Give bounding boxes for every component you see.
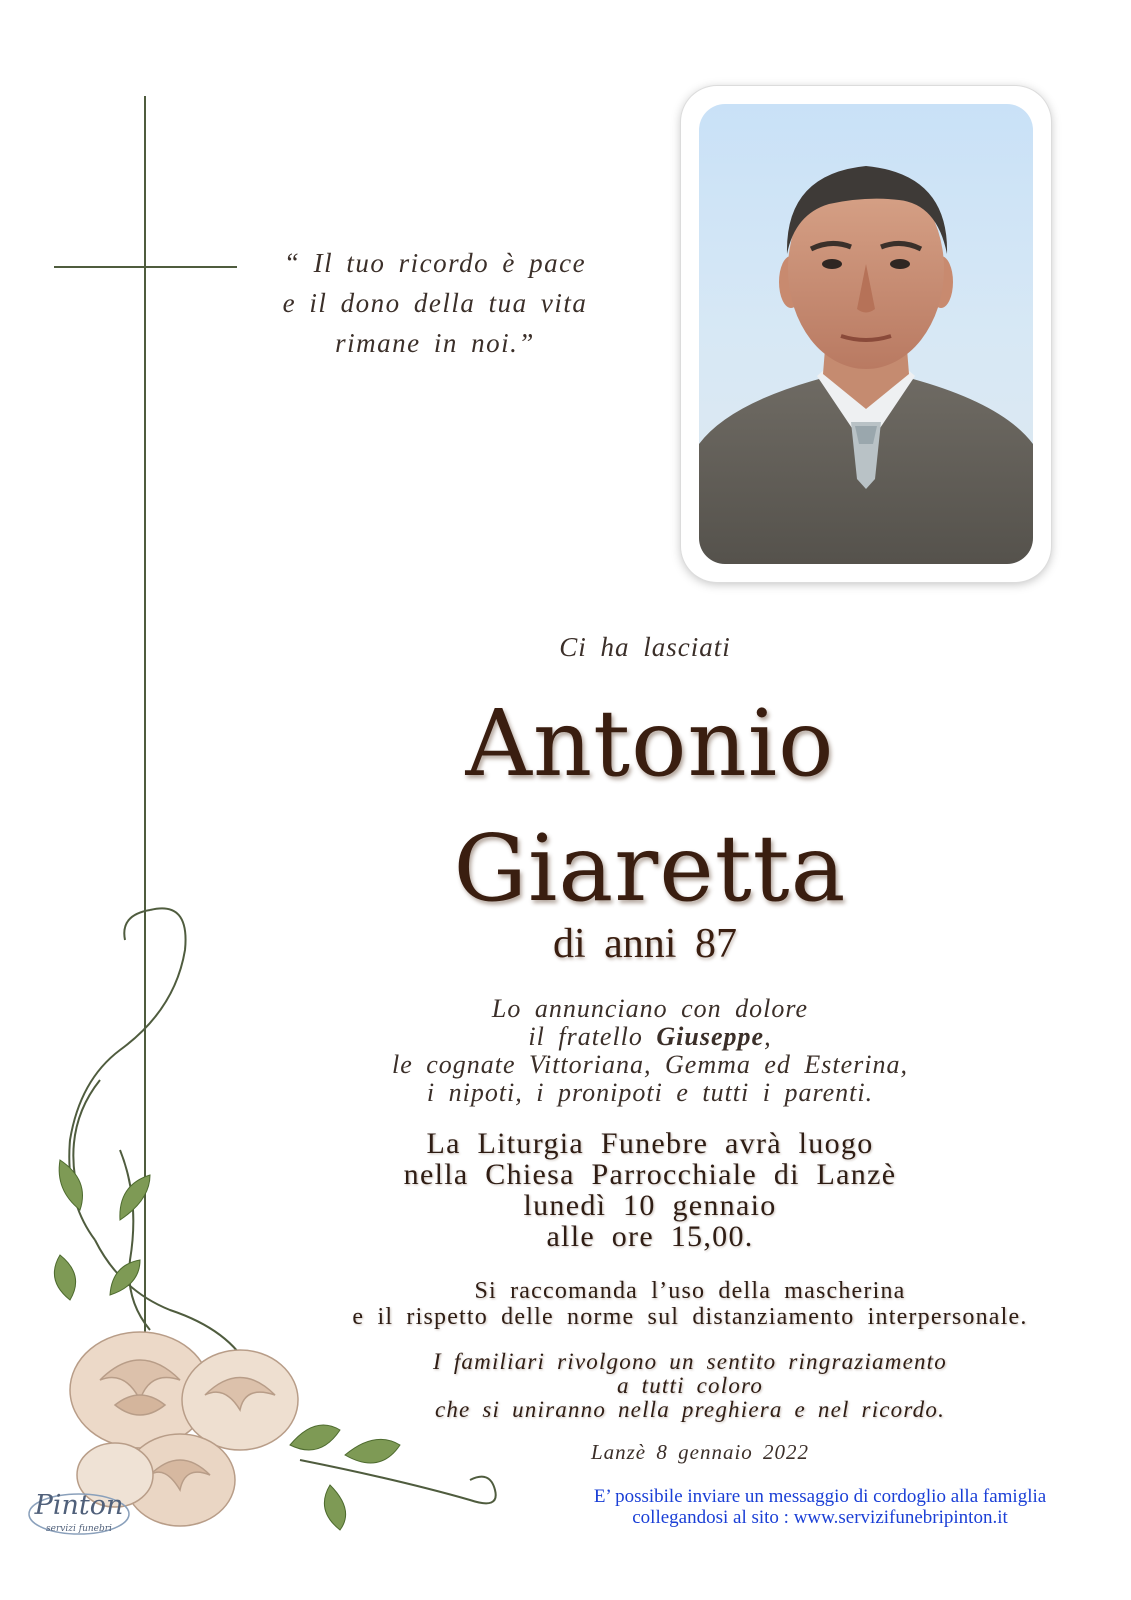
- thanks-line-1: I familiari rivolgono un sentito ringraziamento: [433, 1349, 947, 1374]
- announcement-line-2-suffix: ,: [764, 1022, 772, 1051]
- logo-name: Pinton: [34, 1490, 124, 1521]
- portrait-frame: [681, 86, 1051, 582]
- deceased-first-name: Antonio: [465, 690, 835, 797]
- memorial-quote: [270, 243, 600, 363]
- quote-line-2: e il dono della tua vita: [282, 288, 588, 318]
- online-condolences: [540, 1486, 1100, 1528]
- portrait-photo: [699, 104, 1033, 564]
- intro-text: Ci ha lasciati: [559, 632, 731, 662]
- brother-name: Giuseppe: [656, 1022, 765, 1051]
- portrait-illustration-icon: [699, 104, 1033, 564]
- online-website-link[interactable]: collegandosi al sito : www.servizifunebripinton.it: [632, 1507, 1008, 1528]
- place-and-date: Lanzè 8 gennaio 2022: [590, 1440, 810, 1464]
- liturgy-line-4: alle ore 15,00.: [546, 1220, 754, 1253]
- thanks-line-2: a tutti coloro: [616, 1373, 764, 1398]
- announcement-line-4: i nipoti, i pronipoti e tutti i parenti.: [426, 1078, 874, 1107]
- logo-subtitle: servizi funebri: [46, 1524, 112, 1534]
- thanks-line-3: che si uniranno nella preghiera e nel ricordo.: [434, 1397, 946, 1422]
- announcement-line-3: le cognate Vittoriana, Gemma ed Esterina,: [391, 1050, 909, 1079]
- quote-line-1: “ Il tuo ricordo è pace: [283, 248, 587, 278]
- deceased-age: di anni 87: [553, 921, 737, 967]
- liturgy-line-2: nella Chiesa Parrocchiale di Lanzè: [403, 1158, 897, 1191]
- deceased-last-name: Giaretta: [453, 815, 847, 922]
- liturgy-line-1: La Liturgia Funebre avrà luogo: [426, 1127, 874, 1160]
- mask-notice-line-1: Si raccomanda l’uso della mascherina: [474, 1278, 906, 1304]
- cross-horizontal-bar-icon: [54, 266, 237, 268]
- announcement-line-1: Lo annunciano con dolore: [491, 994, 809, 1023]
- mask-notice-line-2: e il rispetto delle norme sul distanziamento interpersonale.: [352, 1304, 1028, 1330]
- announcement-line-2-prefix: il fratello: [528, 1022, 657, 1051]
- liturgy-line-3: lunedì 10 gennaio: [523, 1189, 777, 1222]
- quote-line-3: rimane in noi.”: [335, 328, 535, 358]
- funeral-home-logo: [24, 1484, 134, 1548]
- online-line-1: E’ possibile inviare un messaggio di cordoglio alla famiglia: [593, 1486, 1047, 1507]
